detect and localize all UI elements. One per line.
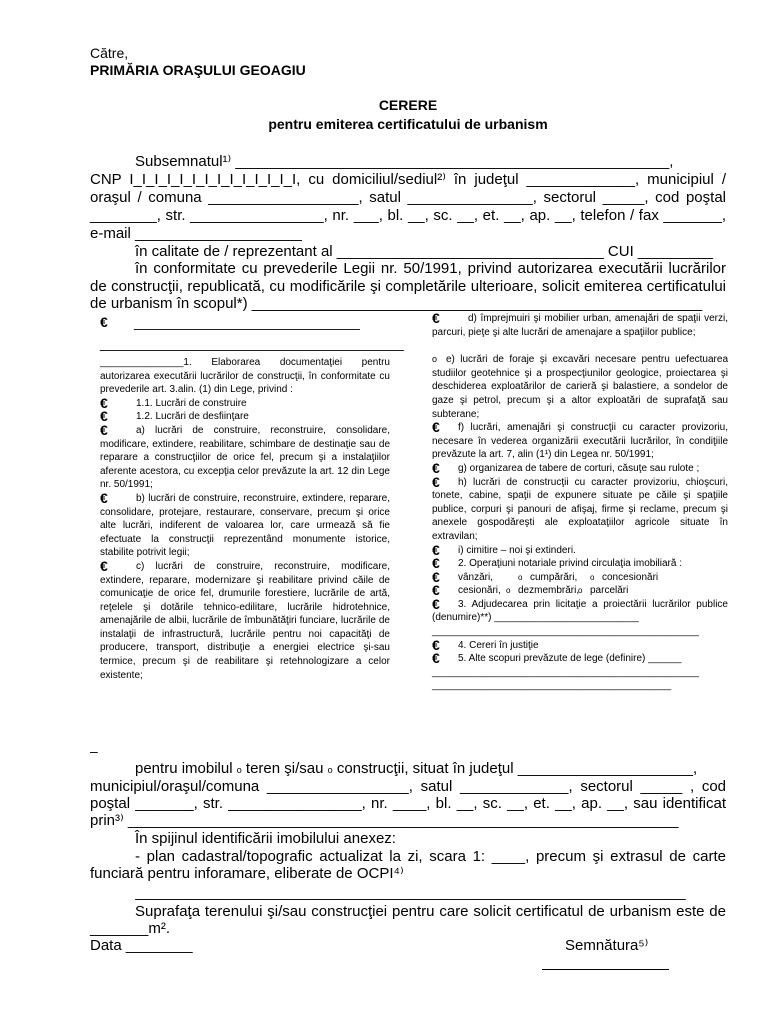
form-subtitle: pentru emiterea certificatului de urbanism (268, 116, 548, 132)
option-3[interactable]: € 3. Adjudecarea prin licitaţie a proiectării lucrărilor publice (denumire)**) __________________________ (432, 595, 728, 624)
circle-icon[interactable]: o (590, 572, 595, 582)
euro-icon[interactable]: € (100, 314, 108, 330)
circle-icon[interactable]: o (432, 354, 438, 365)
law-reference-line-2: de construcţii, republicată, cu modificările şi completările ulterioare, solicit emiterea certificatului (90, 278, 726, 295)
annex-blank-line[interactable]: __________________________________________________________________ (135, 884, 686, 901)
option-5[interactable]: € 5. Alte scopuri prevăzute de lege (definire) ______ (432, 650, 682, 667)
option-4[interactable]: € 4. Cereri în justiţie (432, 636, 539, 653)
form-title: CERERE (378, 97, 438, 113)
euro-icon[interactable]: € (100, 408, 108, 425)
applicant-address-line[interactable]: oraşul / comuna __________________, satul _______________, sectorul _____, cod poştal (90, 189, 726, 206)
applicant-street-line[interactable]: ________, str. ________________, nr. ___, bl. __, sc. __, et. __, ap. __, telefon / fax _______, (90, 207, 726, 224)
circle-icon[interactable]: o (506, 586, 511, 596)
option-a[interactable]: € a) lucrări de construire, reconstruire, consolidare, modificare, extindere, reabilitare, schimbare de destinaţie sau de reparare a construcţiilor de orice fel, precum şi a instalaţiilor aferente acestora, cu excepţia celor prevăzute la art. 12 din Lege nr. 50/1991; (100, 421, 390, 491)
option-d[interactable]: € d) împrejmuiri şi mobilier urban, amenajări de spaţii verzi, parcuri, pieţe şi alte lucrări de amenajare a spaţiilor publice; (432, 310, 728, 338)
euro-icon[interactable]: € (432, 541, 440, 558)
law-reference-line: în conformitate cu prevederile Legii nr. 50/1991, privind autorizarea executării lucrărilor (135, 260, 726, 277)
property-street-line[interactable]: poştal _______, str. ________________, nr. ____, bl. __, sc. __, et. __, ap. __, sau identificat (90, 795, 726, 812)
option-g[interactable]: € g) organizarea de tabere de corturi, căsuţe sau rulote ; (432, 459, 700, 476)
euro-icon[interactable]: € (432, 636, 440, 653)
option-5-line-1[interactable]: ________________________________________________ (432, 666, 699, 678)
purpose-line[interactable]: de urbanism în scopul*) ______________________________________________________ (90, 295, 703, 312)
signature-label: Semnătura⁵⁾ (565, 937, 649, 954)
annex-cadastral-plan[interactable]: - plan cadastral/topografic actualizat la zi, scara 1: ____, precum şi extrasul de carte (135, 848, 726, 865)
option-1-2[interactable]: € 1.2. Lucrări de desfiinţare (100, 408, 249, 425)
circle-icon[interactable]: o (518, 572, 523, 582)
purpose-blank-2[interactable]: _______________________________________ (100, 335, 404, 351)
option-b[interactable]: € b) lucrări de construire, reconstruire, extindere, reparare, consolidare, protejare, restaurare, conservare, precum şi orice alte lucrări, indiferent de valoarea lor, care urmează să fie efectuate la construcţii reprezentând monumente istorice, stabilite potrivit legii; (100, 489, 390, 559)
option-3-line[interactable]: ________________________________________________ (432, 626, 699, 638)
option-2-transfers: € cesionări, o dezmembrări, o parcelări (432, 582, 629, 599)
option-5-line-2[interactable]: ___________________________________________ (432, 680, 672, 692)
purpose-blank-1[interactable]: _____________________________ (134, 314, 360, 330)
euro-icon[interactable]: € (432, 650, 440, 667)
option-2[interactable]: € 2. Operaţiuni notariale privind circulaţia imobiliară : (432, 555, 682, 572)
applicant-representative-line[interactable]: în calitate de / reprezentant al ________________________________ CUI _________ (135, 243, 713, 260)
recipient-label: Către, (90, 45, 129, 61)
applicant-name-line[interactable]: Subsemnatul¹⁾ ____________________________________________________, (135, 153, 674, 170)
euro-icon[interactable]: € (432, 419, 440, 436)
option-h[interactable]: € h) lucrări de construcţii cu caracter provizoriu, chioşcuri, tonete, cabine, spaţii de expunere situate pe căile şi spaţiile publice, corpuri şi panouri de afişaj, firme şi reclame, precum şi anexele gospodăreşti ale exploataţiilor agricole situate în extravilan; (432, 473, 728, 542)
surface-value[interactable]: _______m². (90, 920, 171, 937)
right-options-column (432, 312, 728, 693)
option-f[interactable]: € f) lucrări, amenajări şi construcţii cu caracter provizoriu, necesare în vederea organizării executării lucrărilor, în condiţiile prevăzute la art. 7, alin (1¹) din Legea nr. 50/1991; (432, 419, 728, 461)
option-c[interactable]: € c) lucrări de construire, reconstruire, modificare, extindere, reparare, modernizare şi reabilitare privind căile de comunicaţie de orice fel, drumurile forestiere, lucrările de artă, reţelele şi dotările tehnico-edilitare, lucrările hidrotehnice, amenajările de albii, lucrările de îmbunătăţiri funciare, lucrările de instalaţii de infrastructură, lucrările pentru noi capacităţi de producere, transport, distribuţie a energiei electrice şi-sau termice, precum şi de reabilitare şi retehnologizare a celor existente; (100, 557, 390, 681)
euro-icon[interactable]: € (432, 595, 440, 612)
authority-name: PRIMĂRIA ORAŞULUI GEOAGIU (90, 62, 306, 78)
euro-icon[interactable]: € (100, 489, 108, 506)
property-address-line[interactable]: municipiul/oraşul/comuna _________________, satul _____________, sectorul _____ , cod (90, 778, 726, 795)
applicant-email-line[interactable]: e-mail ____________________ (90, 225, 302, 242)
euro-icon[interactable]: € (432, 459, 440, 476)
option-1-elaborare: _______________1. Elaborarea documentaţiei pentru autorizarea executării lucrărilor de construcţii, în conformitate cu prevederile art. 3.alin. (1) din Lege, privind : (100, 357, 390, 396)
circle-icon[interactable]: o (327, 765, 333, 775)
property-identification-line[interactable]: prin³⁾ __________________________________________________________________ (90, 812, 679, 829)
applicant-cnp-line[interactable]: CNP I_I_I_I_I_I_I_I_I_I_I_I_I_I, cu domiciliul/sediul²⁾ în judeţul _____________, municipiul / (90, 171, 726, 188)
circle-icon[interactable]: o (578, 586, 583, 596)
signature-line[interactable] (542, 969, 669, 970)
annex-ocpi: funciară pentru inforamare, eliberate de OCPI⁴⁾ (90, 865, 404, 882)
option-2-sales: € vânzări, o cumpărări, o concesionări (432, 568, 659, 585)
surface-statement: Suprafaţa terenului şi/sau construcţiei pentru care solicit certificatul de urbanism este de (135, 903, 726, 920)
euro-icon[interactable]: € (100, 557, 108, 574)
property-type-line: pentru imobilul o teren şi/sau o construcţii, situat în judeţul _____________________, (135, 760, 698, 777)
option-e[interactable]: o e) lucrări de foraje şi excavări necesare pentru uefectuarea studiilor geotehnice şi a prospecţiunilor geologice, proiectarea şi deschiderea exploatărilor de carieră şi balastiere, a sondelor de gaze şi petrol, precum şi a altor exploatări de suprafaţă sau subterane; (432, 354, 728, 420)
euro-icon[interactable]: € (100, 394, 108, 411)
option-i[interactable]: € i) cimitire – noi şi extinderi. (432, 541, 576, 558)
circle-icon[interactable]: o (236, 765, 242, 775)
date-field[interactable]: Data ________ (90, 937, 193, 954)
euro-icon[interactable]: € (432, 473, 440, 490)
euro-icon[interactable]: € (432, 310, 440, 326)
annex-intro: În spijinul identificării imobilului anexez: (135, 830, 396, 847)
left-options-column (100, 314, 404, 682)
option-1-1[interactable]: € 1.1. Lucrări de construire (100, 394, 247, 411)
section-dash: – (90, 743, 98, 759)
euro-icon[interactable]: € (100, 421, 108, 438)
euro-icon[interactable]: € (432, 555, 440, 572)
euro-icon[interactable]: € (432, 582, 440, 599)
euro-icon[interactable]: € (432, 568, 440, 585)
